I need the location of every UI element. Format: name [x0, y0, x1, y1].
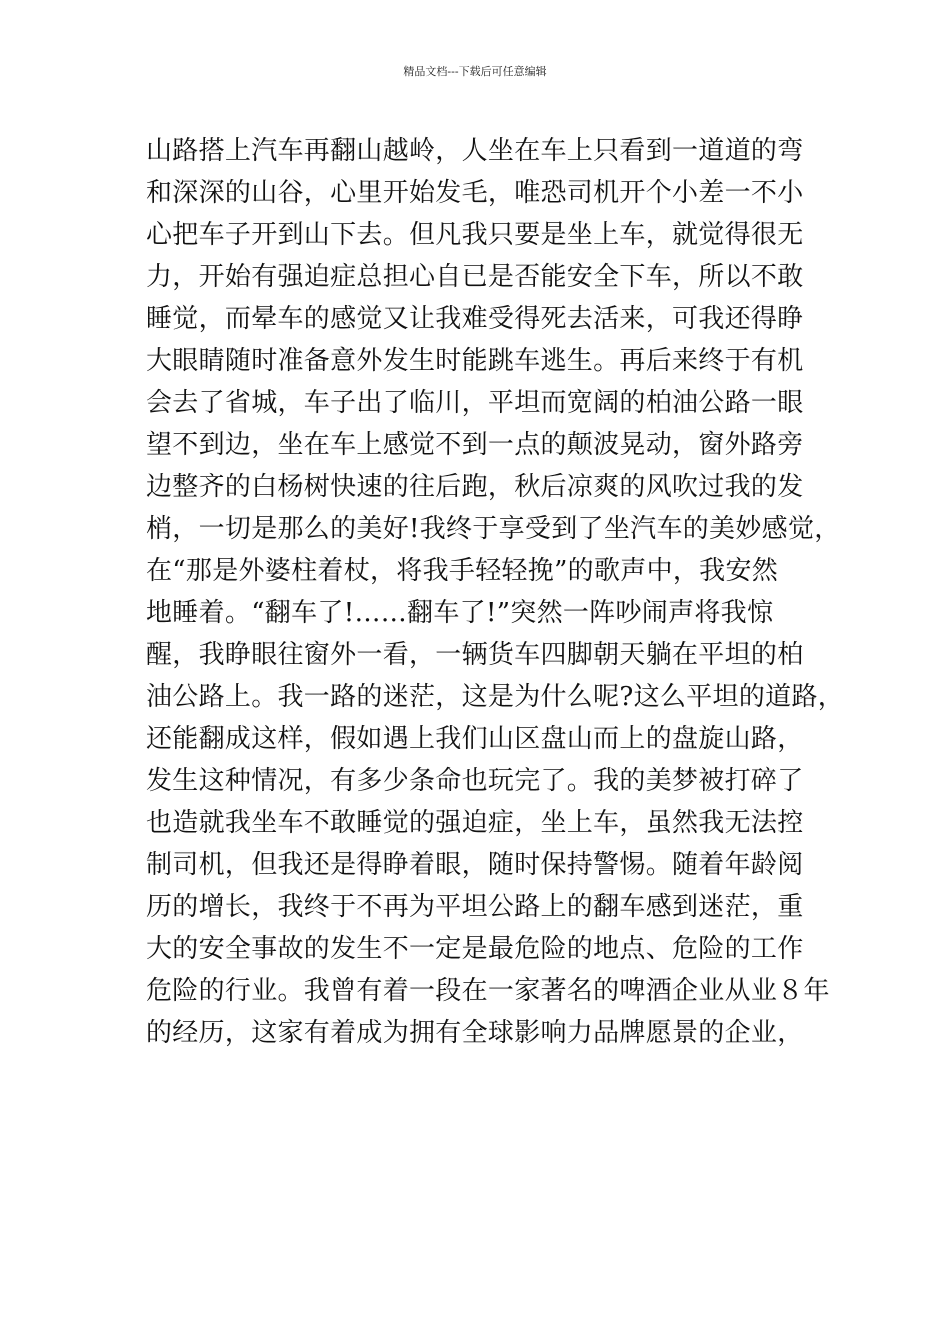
text-line: 油公路上。我一路的迷茫，这是为什么呢?这么平坦的道路， — [146, 682, 845, 712]
page-header: 精品文档---下载后可任意编辑 — [403, 65, 547, 78]
text-line: 还能翻成这样，假如遇上我们山区盘山而上的盘旋山路， — [146, 724, 804, 754]
text-line: 大眼睛随时准备意外发生时能跳车逃生。再后来终于有机 — [146, 346, 804, 376]
text-line: 的经历，这家有着成为拥有全球影响力品牌愿景的企业， — [146, 1018, 804, 1048]
text-line: 在“那是外婆柱着杖，将我手轻轻挽”的歌声中，我安然 — [146, 556, 779, 586]
text-line: 睡觉，而晕车的感觉又让我难受得死去活来，可我还得睁 — [146, 304, 804, 334]
text-line: 危险的行业。我曾有着一段在一家著名的啤酒企业从业８年 — [146, 976, 830, 1006]
text-line: 制司机，但我还是得睁着眼，随时保持警惕。随着年龄阅 — [146, 850, 804, 880]
body-paragraph — [146, 130, 845, 1054]
text-line: 和深深的山谷，心里开始发毛，唯恐司机开个小差一不小 — [146, 178, 804, 208]
text-line: 大的安全事故的发生不一定是最危险的地点、危险的工作 — [146, 934, 804, 964]
text-line: 历的增长，我终于不再为平坦公路上的翻车感到迷茫，重 — [146, 892, 804, 922]
text-line: 心把车子开到山下去。但凡我只要是坐上车，就觉得很无 — [146, 220, 804, 250]
text-line: 力，开始有强迫症总担心自已是否能安全下车，所以不敢 — [146, 262, 804, 292]
text-line: 醒，我睁眼往窗外一看，一辆货车四脚朝天躺在平坦的柏 — [146, 640, 804, 670]
text-line: 发生这种情况，有多少条命也玩完了。我的美梦被打碎了 — [146, 766, 804, 796]
text-line: 边整齐的白杨树快速的往后跑，秋后凉爽的风吹过我的发 — [146, 472, 804, 502]
text-line: 会去了省城，车子出了临川，平坦而宽阔的柏油公路一眼 — [146, 388, 804, 418]
text-line: 梢，一切是那么的美好!我终于享受到了坐汽车的美妙感觉， — [146, 514, 841, 544]
text-line: 望不到边，坐在车上感觉不到一点的颠波晃动，窗外路旁 — [146, 430, 804, 460]
text-line: 山路搭上汽车再翻山越岭，人坐在车上只看到一道道的弯 — [146, 136, 804, 166]
text-line: 也造就我坐车不敢睡觉的强迫症，坐上车，虽然我无法控 — [146, 808, 804, 838]
text-line: 地睡着。“翻车了!……翻车了!”突然一阵吵闹声将我惊 — [146, 598, 774, 628]
